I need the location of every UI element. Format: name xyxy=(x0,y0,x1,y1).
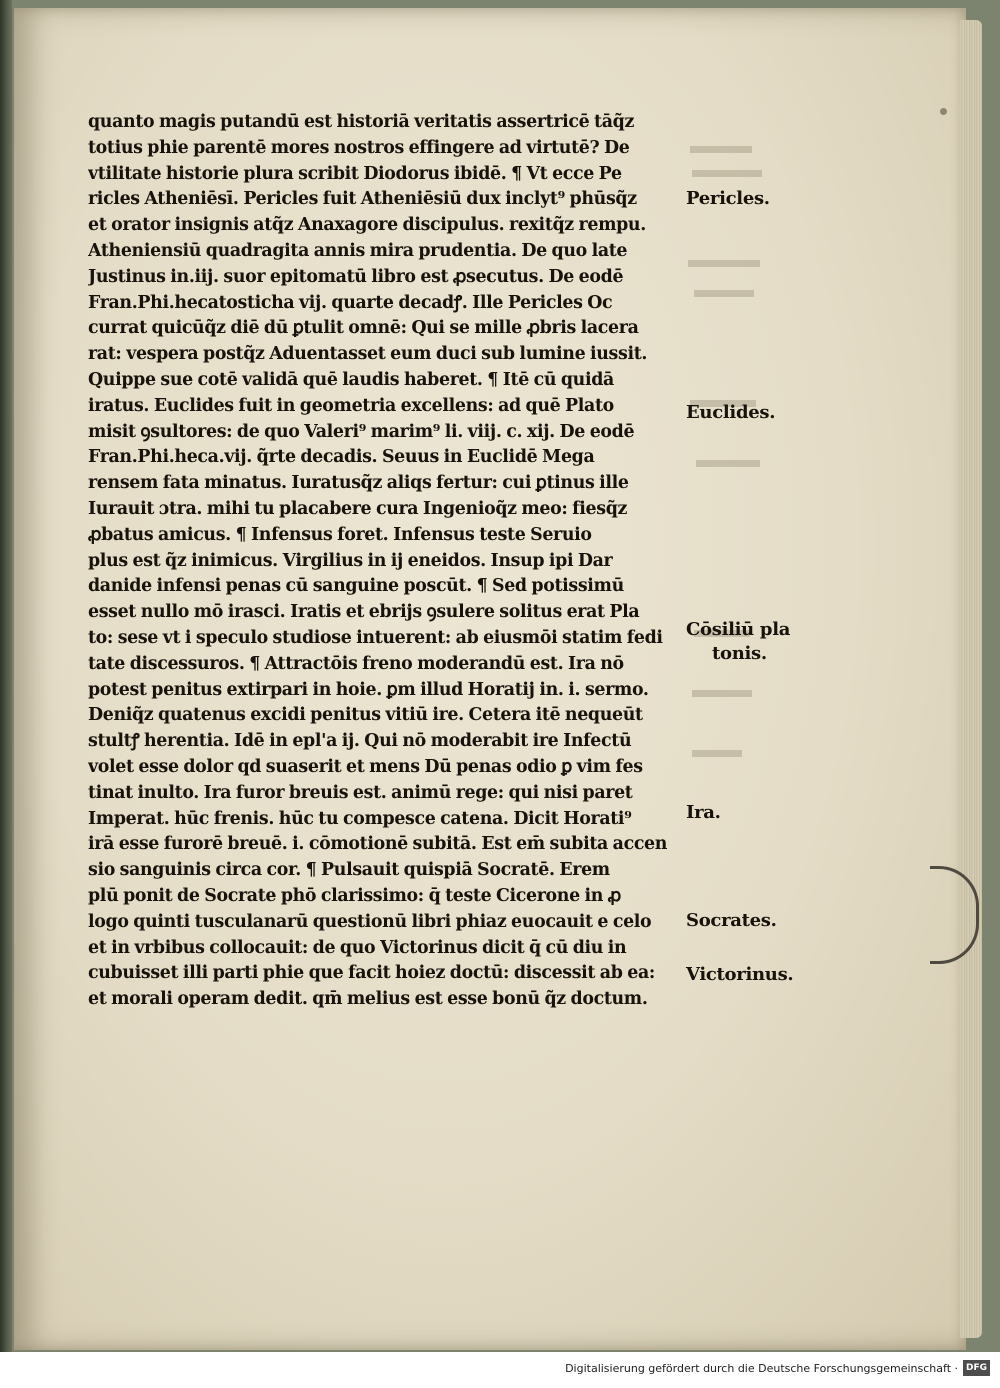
text-line: vtilitate historie plura scribit Diodorus ibidē. ¶ Vt ecce Pe xyxy=(88,163,622,184)
text-line: cubuisset illi parti phie que facit hoiez doctū: discessit ab ea: xyxy=(88,963,655,984)
marginal-note-consilium-cont: tonis. xyxy=(712,643,767,664)
text-line: Fran.Phi.heca.vij. q̃rte decadis. Seuus in Euclidē Mega xyxy=(88,447,595,468)
text-line: quanto magis putandū est historiā veritatis assertricē tāq̃z xyxy=(88,112,634,132)
text-line: totius phie parentē mores nostros effingere ad virtutē? De xyxy=(88,137,630,158)
text-line: ꝓbatus amicus. ¶ Infensus foret. Infensus teste Seruio xyxy=(88,524,592,545)
text-line: plū ponit de Socrate phō clarissimo: q̄ teste Cicerone in ꝓ xyxy=(88,885,621,906)
text-line: rensem fata minatus. Iuratusq̃z aliqs fertur: cui ꝑtinus ille xyxy=(88,473,629,494)
text-line: Justinus in.iij. suor epitomatū libro est ꝓsecutus. De eodē xyxy=(88,266,624,287)
footer-bar xyxy=(0,1352,1000,1388)
text-line: Atheniensiū quadragita annis mira prudentia. De quo late xyxy=(88,240,628,261)
text-line: plus est q̃z inimicus. Virgilius in ij eneidos. Insup ipi Dar xyxy=(88,550,613,571)
text-line: sio sanguinis circa cor. ¶ Pulsauit quispiā Socratē. Erem xyxy=(88,860,610,881)
text-line: esset nullo mō irasci. Iratis et ebrijs ꝯsulere solitus erat Pla xyxy=(88,602,640,623)
marginal-note-pericles: Pericles. xyxy=(686,188,770,209)
show-through xyxy=(682,130,772,830)
text-line: Deniq̃z quatenus excidi penitus vitiū ire. Cetera itē nequeūt xyxy=(88,705,643,726)
page-edges xyxy=(960,20,982,1338)
text-line: iratus. Euclides fuit in geometria excellens: ad quē Plato xyxy=(88,395,614,416)
text-line: et orator insignis atq̃z Anaxagore discipulus. rexitq̃z rempu. xyxy=(88,215,646,236)
text-line: tate discessuros. ¶ Attractōis freno moderandū est. Ira nō xyxy=(88,653,624,674)
text-line: et morali operam dedit. qm̄ melius est esse bonū q̃z doctum. xyxy=(88,989,648,1010)
main-text-block xyxy=(88,110,674,1013)
binding-hole xyxy=(940,108,947,115)
text-line: Imperat. hūc frenis. hūc tu compesce catena. Dicit Horati⁹ xyxy=(88,808,632,829)
marginal-note-consilium: Cōsiliū pla xyxy=(686,619,791,640)
text-line: stultꝭ herentia. Idē in epl'a ij. Qui nō moderabit ire Infectū xyxy=(88,731,632,752)
text-line: logo quinti tusculanarū questionū libri phiaz euocauit e celo xyxy=(88,911,652,932)
marginal-note-socrates: Socrates. xyxy=(686,910,777,931)
marginal-note-euclides: Euclides. xyxy=(686,402,776,423)
text-line: misit ꝯsultores: de quo Valeri⁹ marim⁹ li. viij. c. xij. De eodē xyxy=(88,421,635,442)
text-line: danide infensi penas cū sanguine poscūt. ¶ Sed potissimū xyxy=(88,576,624,597)
text-line: currat quicūq̃z diē dū ꝑtulit omnē: Qui se mille ꝓbris lacera xyxy=(88,318,639,339)
text-line: Quippe sue cotē validā quē laudis haberet. ¶ Itē cū quidā xyxy=(88,369,614,390)
text-line: et in vrbibus collocauit: de quo Victorinus dicit q̄ cū diu in xyxy=(88,937,627,958)
marginal-note-ira: Ira. xyxy=(686,802,721,823)
text-line: Iurauit ɔtra. mihi tu placabere cura Ingenioq̃z meo: fiesq̃z xyxy=(88,498,628,519)
dfg-logo: DFG xyxy=(963,1360,990,1376)
text-line: to: sese vt i speculo studiose intuerent: ab eiusmōi statim fedi xyxy=(88,627,663,648)
binding-shadow xyxy=(0,0,12,1388)
text-line: volet esse dolor qd suaserit et mens Dū penas odio ꝑ vim fes xyxy=(88,756,643,777)
text-line: rat: vespera postq̃z Aduentasset eum duci sub lumine iussit. xyxy=(88,344,648,365)
marginal-note-victorinus: Victorinus. xyxy=(686,964,794,985)
text-line: ricles Atheniēsī. Pericles fuit Atheniēsiū dux inclyt⁹ phūsq̃z xyxy=(88,189,637,210)
text-line: tinat inulto. Ira furor breuis est. animū rege: qui nisi paret xyxy=(88,782,633,803)
text-line: Fran.Phi.hecatosticha vij. quarte decadꝭ. Ille Pericles Oc xyxy=(88,292,613,313)
footer-credit: Digitalisierung gefördert durch die Deutsche Forschungsgemeinschaft · xyxy=(565,1362,958,1375)
text-line: irā esse furorē breuē. i. cōmotionē subitā. Est em̄ subita accen xyxy=(88,834,668,855)
text-line: potest penitus extirpari in hoie. ꝑm illud Horatij in. i. sermo. xyxy=(88,679,649,700)
